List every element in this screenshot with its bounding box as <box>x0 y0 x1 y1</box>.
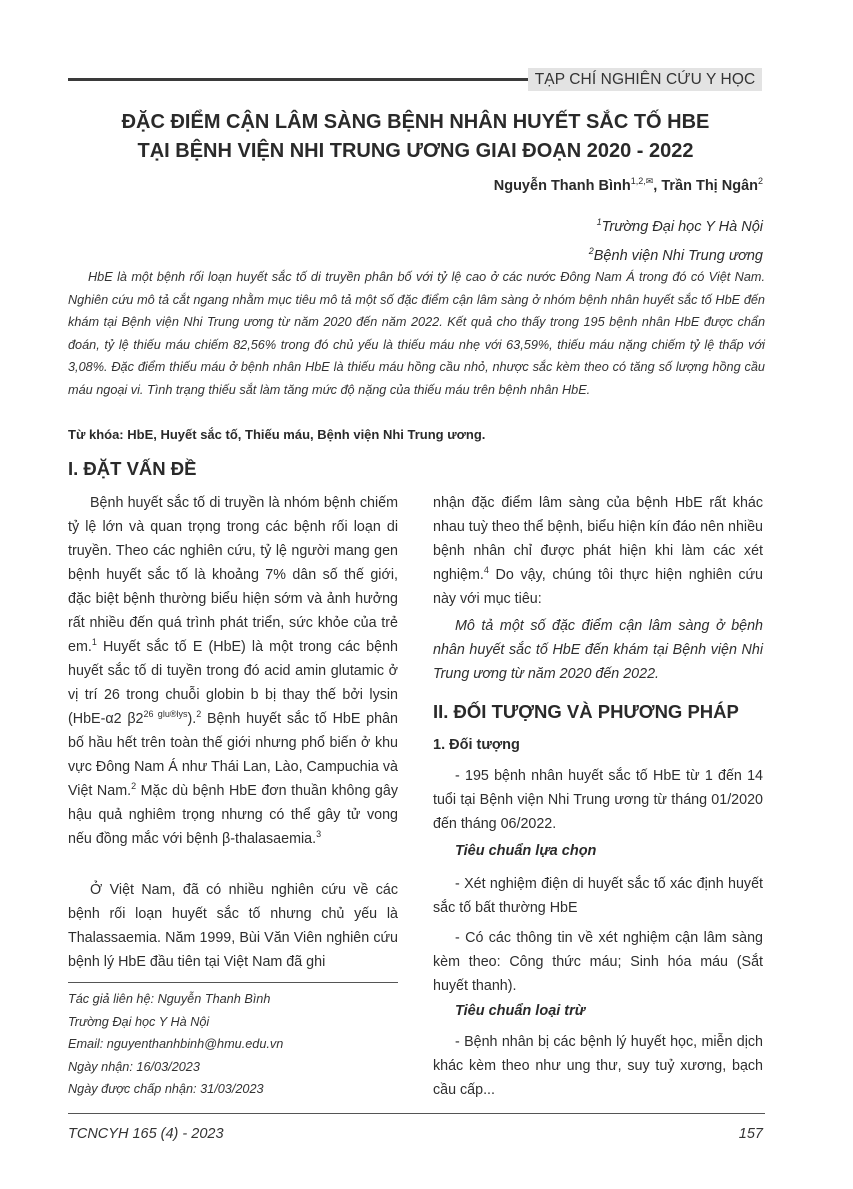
citation-ref: 4 <box>483 565 489 576</box>
received-date: Ngày nhận: 16/03/2023 <box>68 1059 200 1074</box>
author-email: Email: nguyenthanhbinh@hmu.edu.vn <box>68 1037 284 1051</box>
author-separator: , <box>653 177 662 194</box>
citation-ref: 3 <box>316 829 322 840</box>
footnote-rule <box>68 982 398 983</box>
mutation-superscript: 26 glu®lys <box>143 709 188 720</box>
affiliation-2 <box>589 239 763 268</box>
inclusion-heading: Tiêu chuẩn lựa chọn <box>455 843 597 859</box>
journal-citation: TCNCYH 165 (4) - 2023 <box>68 1126 224 1142</box>
header-rule <box>68 78 528 81</box>
abstract: HbE là một bệnh rối loạn huyết sắc tố di truyền phân bố với tỷ lệ cao ở các nước Đông Nam Á trong đó có Việt Nam. Nghiên cứu mô tả cắt ngang nhằm mục tiêu mô tả một số đặc điểm cận lâm sàng ở nhóm bệnh nhân huyết sắc tố HbE đến khám tại Bệnh viện Nhi Trung ương từ năm 2020 đến năm 2022. Kết quả cho thấy trong 195 bệnh nhân HbE được chẩn đoán, tỷ lệ thiếu máu chiếm 82,56% trong đó chủ yếu là thiếu máu nhẹ với 63,59%, thiếu máu nặng chiếm tỷ lệ thấp với 3,08%. Đặc điểm thiếu máu ở bệnh nhân HbE là thiếu máu hồng cầu nhỏ, nhược sắc kèm theo có tăng số lượng hồng cầu máu ngoại vi. Tình trạng thiếu sắt làm tăng mức độ nặng của thiếu máu trên bệnh nhân HbE. <box>68 270 765 397</box>
subjects-text: - 195 bệnh nhân huyết sắc tố HbE từ 1 đến 14 tuổi tại Bệnh viện Nhi Trung ương từ tháng 01/2020 đến tháng 06/2022. <box>433 768 763 832</box>
page-number: 157 <box>738 1126 763 1142</box>
affiliations <box>589 210 763 268</box>
affiliation-1 <box>589 210 763 239</box>
inclusion-item-2: - Có các thông tin về xét nghiệm cận lâm sàng kèm theo: Công thức máu; Sinh hóa máu (Sắt huyết thanh). <box>433 930 763 994</box>
footer-rule <box>68 1113 765 1114</box>
exclusion-heading: Tiêu chuẩn loại trừ <box>455 1003 586 1019</box>
author-1-affiliation: 1,2, <box>630 176 646 186</box>
title-line-2: TẠI BỆNH VIỆN NHI TRUNG ƯƠNG GIAI ĐOẠN 2020 - 2022 <box>137 140 694 162</box>
affiliation-2-name: Bệnh viện Nhi Trung ương <box>593 247 763 264</box>
author-list <box>494 176 763 194</box>
intro-paragraph-1 <box>68 491 398 851</box>
article-title <box>68 108 763 166</box>
section-1-heading: I. ĐẶT VẤN ĐỀ <box>68 458 197 479</box>
journal-name: TẠP CHÍ NGHIÊN CỨU Y HỌC <box>528 68 762 91</box>
exclusion-item-1: - Bệnh nhân bị các bệnh lý huyết học, miễn dịch khác kèm theo như ung thư, suy tuỷ xương, bạch cầu cấp... <box>433 1034 763 1098</box>
accepted-date: Ngày được chấp nhận: 31/03/2023 <box>68 1082 264 1096</box>
citation-ref: 1 <box>91 637 97 648</box>
study-objective: Mô tả một số đặc điểm cận lâm sàng ở bệnh nhân huyết sắc tố HbE đến khám tại Bệnh viện Nhi Trung ương từ năm 2020 đến 2022. <box>433 618 763 682</box>
corresponding-author: Tác giả liên hệ: Nguyễn Thanh Bình <box>68 992 271 1006</box>
intro-text-c: ). <box>187 711 197 727</box>
author-2-affiliation: 2 <box>757 176 763 186</box>
inclusion-item-1: - Xét nghiệm điện di huyết sắc tố xác định huyết sắc tố bất thường HbE <box>433 876 763 916</box>
affiliation-1-number: 1 <box>596 217 602 227</box>
intro-text-b: Huyết sắc tố E (HbE) là một trong các bệnh huyết sắc tố di tuyền trong đó acid amin glutamic ở vị trí 26 trong chuỗi globin b bị thay thế bởi lysin (HbE-α2 β2 <box>68 639 398 727</box>
keywords: Từ khóa: HbE, Huyết sắc tố, Thiếu máu, Bệnh viện Nhi Trung ương. <box>68 427 486 442</box>
intro-text-e: Mặc dù bệnh HbE đơn thuần không gây hậu quả nghiêm trọng nhưng có thể gây tử vong nếu đồng mắc với bệnh β-thalasaemia. <box>68 783 398 847</box>
intro-text-d: Bệnh huyết sắc tố HbE phân bố hầu hết trên toàn thế giới nhưng phổ biến ở khu vực Đông Nam Á như Thái Lan, Lào, Campuchia và Việt Nam. <box>68 711 398 799</box>
intro-paragraph-2-continued <box>433 491 763 611</box>
author-1: Nguyễn Thanh Bình <box>493 177 631 194</box>
mail-icon: ✉ <box>645 176 654 186</box>
author-2: Trần Thị Ngân <box>661 177 758 194</box>
affiliation-2-number: 2 <box>588 245 594 256</box>
affiliation-1-name: Trường Đại học Y Hà Nội <box>601 218 763 235</box>
section-2-heading: II. ĐỐI TƯỢNG VÀ PHƯƠNG PHÁP <box>433 701 739 722</box>
intro-text-a: Bệnh huyết sắc tố di truyền là nhóm bệnh chiếm tỷ lệ lớn và quan trọng trong các bệnh rối loạn di truyền. Theo các nghiên cứu, tỷ lệ người mang gen bệnh huyết sắc tố là khoảng 7% dân số thế giới, đặc biệt bệnh thường biểu hiện sớm và ảnh hưởng rất nhiều đến quá trình phát triển, sức khỏe của trẻ em. <box>68 495 398 655</box>
intro-text-continued: nhận đặc điểm lâm sàng của bệnh HbE rất khác nhau tuỳ theo thể bệnh, biểu hiện kín đáo nên nhiều bệnh nhân chỉ được phát hiện khi làm các xét nghiệm. <box>433 495 763 583</box>
citation-ref: 2 <box>131 781 137 792</box>
citation-ref: 2 <box>196 709 202 720</box>
title-line-1: ĐẶC ĐIỂM CẬN LÂM SÀNG BỆNH NHÂN HUYẾT SẮC TỐ HBE <box>121 111 710 133</box>
intro-text-aim: Do vậy, chúng tôi thực hiện nghiên cứu này với mục tiêu: <box>433 567 763 607</box>
intro-paragraph-2: Ở Việt Nam, đã có nhiều nghiên cứu về các bệnh rối loạn huyết sắc tố nhưng chủ yếu là Thalassaemia. Năm 1999, Bùi Văn Viên nghiên cứu bệnh lý HbE đầu tiên tại Việt Nam đã ghi <box>68 882 398 970</box>
footnotes <box>68 988 283 1101</box>
subjects-heading: 1. Đối tượng <box>433 737 520 753</box>
author-institution: Trường Đại học Y Hà Nội <box>68 1014 210 1029</box>
